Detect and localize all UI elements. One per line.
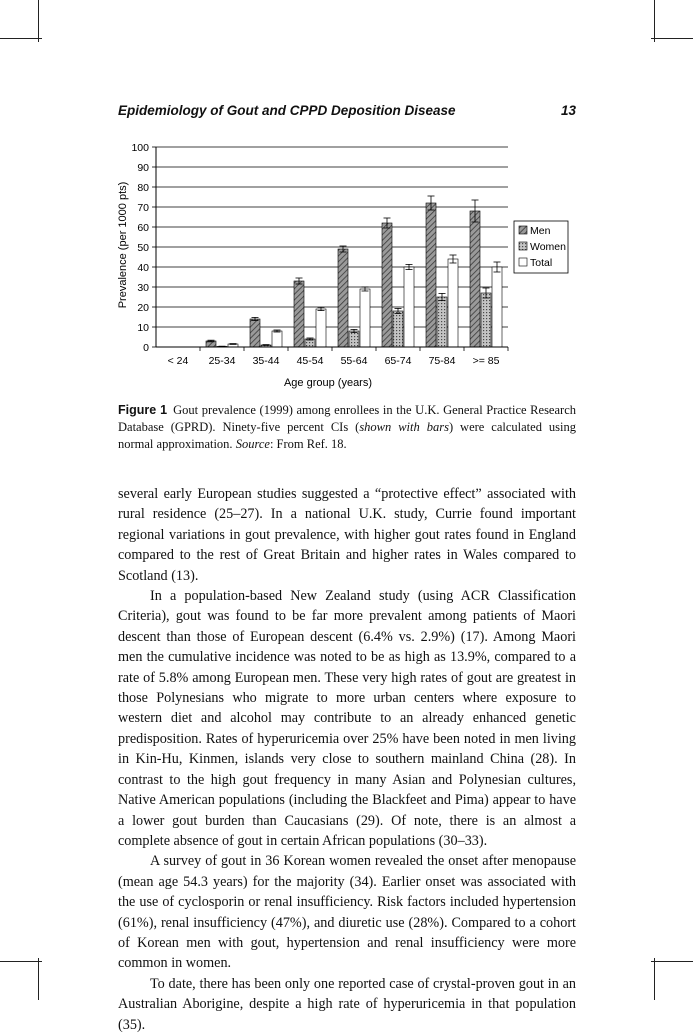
bar-total bbox=[448, 259, 458, 347]
y-tick-label: 20 bbox=[137, 302, 149, 314]
y-tick-label: 30 bbox=[137, 282, 149, 294]
crop-mark bbox=[0, 38, 42, 39]
running-head bbox=[118, 103, 576, 118]
x-tick-label: >= 85 bbox=[472, 355, 500, 367]
crop-mark bbox=[38, 0, 39, 42]
caption-text: : From Ref. 18. bbox=[269, 437, 347, 451]
bar-men bbox=[338, 249, 348, 347]
y-tick-label: 80 bbox=[137, 182, 149, 194]
bar-men bbox=[470, 211, 480, 347]
bar-men bbox=[426, 203, 436, 347]
y-tick-label: 40 bbox=[137, 262, 149, 274]
y-tick-label: 90 bbox=[137, 162, 149, 174]
bar-women bbox=[393, 311, 403, 347]
x-tick-label: 25-34 bbox=[208, 355, 236, 367]
running-head-title: Epidemiology of Gout and CPPD Deposition Disease bbox=[118, 103, 456, 118]
bar-total bbox=[360, 289, 370, 347]
x-tick-label: 65-74 bbox=[384, 355, 412, 367]
x-axis-label: Age group (years) bbox=[283, 377, 373, 389]
legend-swatch-total bbox=[519, 258, 527, 266]
bar-total bbox=[492, 267, 502, 347]
crop-mark bbox=[654, 0, 655, 42]
page-number: 13 bbox=[560, 103, 576, 118]
x-tick-label: 35-44 bbox=[252, 355, 280, 367]
caption-italic: shown with bars bbox=[359, 420, 449, 434]
x-tick-label: < 24 bbox=[167, 355, 189, 367]
bar-women bbox=[481, 293, 491, 347]
crop-mark bbox=[651, 38, 693, 39]
legend-label-men: Men bbox=[530, 225, 551, 237]
legend-swatch-men bbox=[519, 226, 527, 234]
bar-men bbox=[250, 319, 260, 347]
bar-total bbox=[272, 331, 282, 347]
bar-men bbox=[294, 281, 304, 347]
bar-women bbox=[437, 297, 447, 347]
y-tick-label: 70 bbox=[137, 202, 149, 214]
x-tick-label: 45-54 bbox=[296, 355, 324, 367]
caption-text: ) were calculated using normal approximation. bbox=[118, 420, 576, 451]
caption-italic: Source bbox=[235, 437, 270, 451]
y-axis-label: Prevalence (per 1000 pts) bbox=[117, 181, 129, 309]
paragraph: several early European studies suggested a “protective effect” associated with rural residence (25–27). In a national U.K. study, Currie found important regional variations in gout prevalence, with higher gout rates found in England compared to the rest of Great Britain and higher rates in Wales compared to Scotland (13). bbox=[118, 486, 576, 584]
body-text bbox=[118, 484, 576, 1035]
legend-swatch-women bbox=[519, 242, 527, 250]
paragraph: A survey of gout in 36 Korean women revealed the onset after menopause (mean age 54.3 years) for the majority (34). Earlier onset was associated with the use of cyclosporin or renal insufficiency. Risk factors included hypertension (61%), renal insufficiency (47%), and diuretic use (28%). Compared to a cohort of Korean men with gout, hypertension and renal insufficiency were more common in women. bbox=[118, 853, 576, 972]
legend-label-total: Total bbox=[530, 257, 553, 269]
figure-label: Figure 1 bbox=[118, 403, 168, 417]
paragraph: To date, there has been only one reported case of crystal-proven gout in an Australian Aborigine, despite a high rate of hyperuricemia in that population (35). bbox=[118, 975, 576, 1033]
bar-total bbox=[316, 309, 326, 347]
crop-mark bbox=[0, 961, 42, 962]
x-tick-label: 75-84 bbox=[428, 355, 456, 367]
x-tick-label: 55-64 bbox=[340, 355, 368, 367]
figure-caption bbox=[118, 402, 576, 453]
caption-text: Gout prevalence (1999) among enrollees in the U.K. General Practice Research Database (GPRD). Ninety-five percent CIs ( bbox=[118, 403, 576, 434]
y-tick-label: 0 bbox=[143, 342, 149, 354]
y-tick-label: 50 bbox=[137, 242, 149, 254]
bar-men bbox=[382, 223, 392, 347]
bar-total bbox=[404, 267, 414, 347]
chart-legend bbox=[514, 221, 568, 273]
paragraph: In a population-based New Zealand study (using ACR Classification Criteria), gout was found to be far more prevalent among patients of Maori descent than those of European descent (6.4% vs. 2.9%) (17). Among Maori men the cumulative incidence was noted to be as high as 13.9%, compared to a rate of 5.8% among European men. These very high rates of gout are greatest in those Polynesians who migrate to more urban centers where exposure to western diet and alcohol may contribute to an already enhanced genetic predisposition. Rates of hyperuricemia over 25% have been noted in men living in Kin-Hu, Kinmen, islands very close to southern mainland China (28). In contrast to the high gout frequency in many Asian and Polynesian cultures, Native American populations (including the Blackfeet and Pima) appear to have a lower gout burden than Caucasians (29). Of note, there is an almost a complete absence of gout in certain African populations (30–33). bbox=[118, 588, 576, 849]
crop-mark bbox=[654, 958, 655, 1000]
y-tick-label: 100 bbox=[131, 142, 149, 154]
y-tick-label: 10 bbox=[137, 322, 149, 334]
prevalence-bar-chart bbox=[108, 135, 578, 395]
crop-mark bbox=[38, 958, 39, 1000]
legend-label-women: Women bbox=[530, 241, 566, 253]
bar-women bbox=[349, 331, 359, 347]
crop-mark bbox=[651, 961, 693, 962]
y-tick-label: 60 bbox=[137, 222, 149, 234]
